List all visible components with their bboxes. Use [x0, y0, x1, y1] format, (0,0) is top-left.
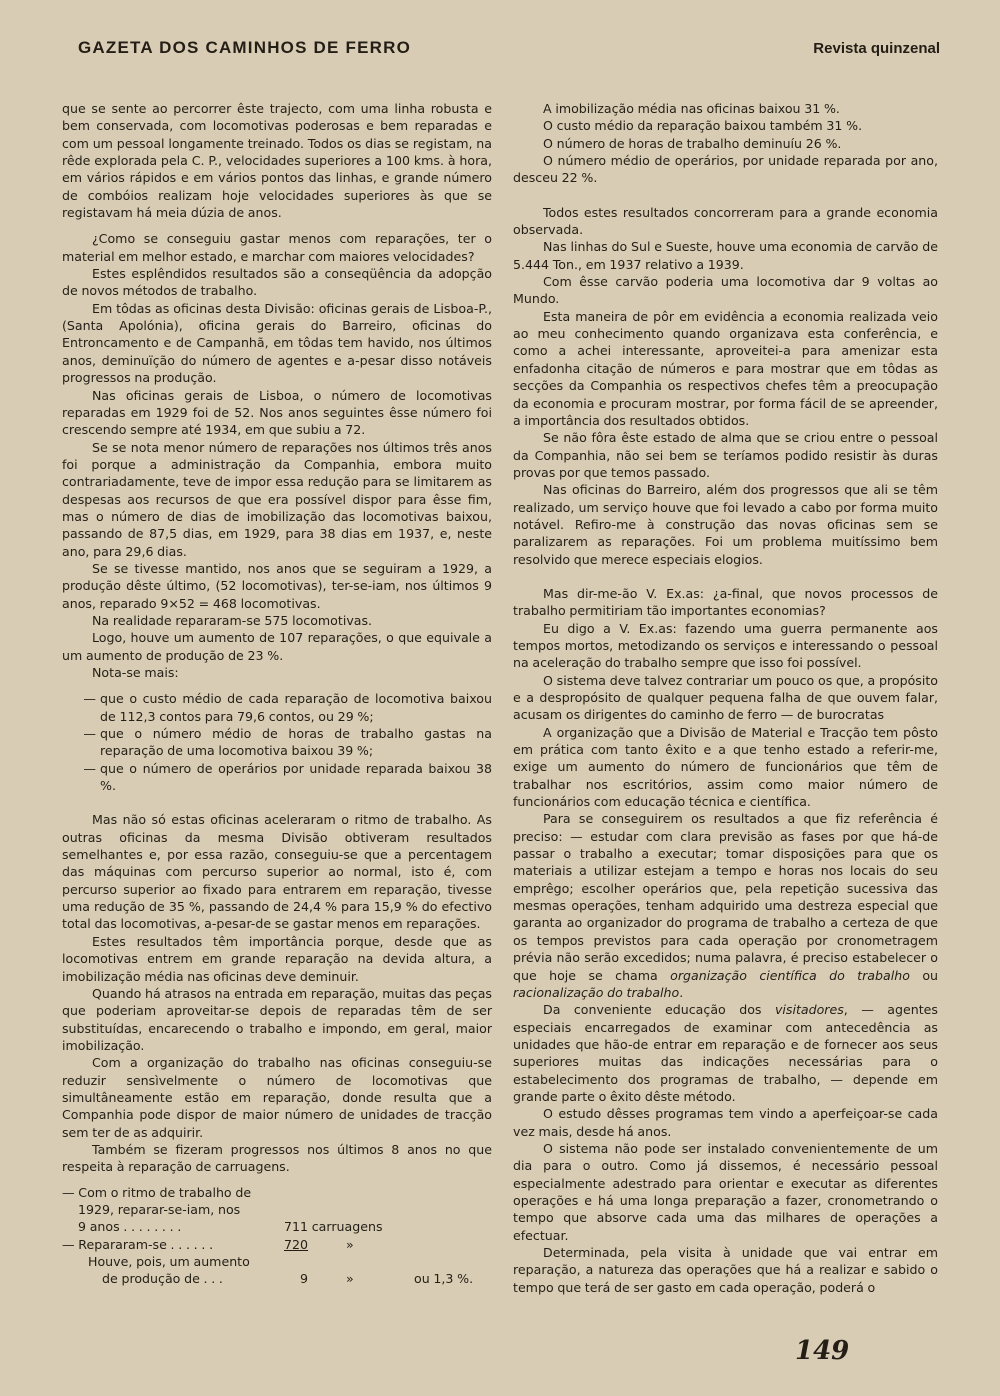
table-cell: — Repararam-se . . . . . .: [62, 1236, 214, 1252]
paragraph: Se não fôra êste estado de alma que se criou entre o pessoal da Companhia, não sei bem se teríamos podido resistir às duras provas por que temos passado.: [513, 430, 938, 480]
paragraph: Com êsse carvão poderia uma locomotiva dar 9 voltas ao Mundo.: [513, 274, 938, 307]
paragraph: Em tôdas as oficinas desta Divisão: oficinas gerais de Lisboa-P., (Santa Apolónia), oficina gerais do Barreiro, oficinas do Entroncamento e de Campanhã, em tôdas tem havido, nos últimos anos, deminuïção do número de agentes e a-pesar disso notáveis progressos na produção.: [62, 300, 492, 386]
list-item: — que o custo médio de cada reparação de locomotiva baixou de 112,3 contos para 79,6 contos, ou 29 %;: [83, 691, 492, 724]
emphasis: visitadores: [774, 1002, 844, 1018]
paragraph: Determinada, pela visita à unidade que vai entrar em reparação, a natureza das operações que há a realizar e sabido o tempo que terá de ser gasto em cada operação, poderá o: [513, 1245, 938, 1295]
paragraph: O sistema não pode ser instalado convenientemente de um dia para o outro. Como já dissemos, é necessário pessoal especialmente adestrado para orientar e executar as diferentes operações e há uma longa preparação a fazer, cronometrando o tempo que absorve cada uma das milhares de operações a efectuar.: [513, 1140, 938, 1243]
paragraph: Estes esplêndidos resultados são a conseqüência da adopção de novos métodos de trabalho.: [62, 266, 492, 299]
running-header: [78, 38, 940, 58]
emphasis: racionalização do trabalho: [513, 984, 680, 1000]
paragraph: O custo médio da reparação baixou também 31 %.: [543, 118, 863, 134]
paragraph: A imobilização média nas oficinas baixou 31 %.: [543, 101, 840, 116]
paragraph: Estes resultados têm importância porque, desde que as locomotivas entrem em grande reparação na devida altura, a imobilização média nas oficinas deve deminuir.: [62, 933, 492, 984]
paragraph: Para se conseguirem os resultados a que fiz referência é preciso: — estudar com clara previsão as fases por que há-de passar o trabalho a executar; tomar disposições para que os materiais a utilizar estejam a tempo e horas nos locais do seu emprêgo; escolher operários que, pela repetição sucessiva das mesmas operações, tenham adquirido uma destreza especial que garanta ao organizador do programa de trabalho a certeza de que os tempos previstos para cada operação por cronometragem prévia não serão excedidos; numa palavra, é preciso estabelecer o que hoje se chama organização científica do trabalho ou racionalização do trabalho.: [513, 811, 938, 1000]
paragraph: Nas linhas do Sul e Sueste, houve uma economia de carvão de 5.444 Ton., em 1937 relativo a 1939.: [513, 239, 938, 272]
paragraph: Eu digo a V. Ex.as: fazendo uma guerra permanente aos tempos mortos, metodizando os serviços e interessando o pessoal na aceleração do trabalho sempre que isso foi possível.: [513, 620, 938, 671]
left-column: [62, 100, 492, 1288]
paragraph: ¿Como se conseguiu gastar menos com reparações, ter o material em melhor estado, e marchar com maiores velocidades?: [62, 231, 492, 264]
paragraph: Todos estes resultados concorreram para a grande economia observada.: [513, 204, 938, 238]
paragraph: Da conveniente educação dos visitadores, — agentes especiais encarregados de examinar com antecedência as unidades que hão-de entrar em reparação e de fornecer aos seus superiores muitas das indicações necessárias para o estabelecimento dos programas de trabalho, — depende em grande parte o êxito dêste método.: [513, 1002, 938, 1104]
list-item: — que o número médio de horas de trabalho gastas na reparação de uma locomotiva baixou 39 %;: [83, 726, 492, 759]
paragraph: Mas dir-me-ão V. Ex.as: ¿a-final, que novos processos de trabalho permitiriam tão importantes economias?: [513, 585, 938, 619]
table-cell: ou 1,3 %.: [414, 1271, 474, 1287]
paragraph: Logo, houve um aumento de 107 reparações, o que equivale a um aumento de produção de 23 %.: [62, 630, 492, 663]
table-cell: 1929, reparar-se-iam, nos: [78, 1201, 241, 1217]
paragraph: Nota-se mais:: [92, 665, 179, 680]
table-cell: de produção de . . .: [102, 1271, 223, 1287]
paragraph: Nas oficinas do Barreiro, além dos progressos que ali se têm realizado, um serviço houve que foi levado a cabo por forma muito notável. Refiro-me à construção das novas oficinas sem se paralizarem as reparações. Foi um problema muitíssimo bem resolvido que merece especiais elogios.: [513, 482, 938, 567]
paragraph: Com a organização do trabalho nas oficinas conseguiu-se reduzir sensìvelmente o número de locomotivas que simultâneamente estão em reparação, donde resulta que a Companhia pode dispor de maior número de unidades de tracção sem ter de as adquirir.: [62, 1055, 492, 1140]
carriage-table: [62, 1184, 492, 1288]
table-cell: 711 carruagens: [284, 1219, 383, 1235]
paragraph: Quando há atrasos na entrada em reparação, muitas das peças que poderiam aproveitar-se depois de reparadas têm de ser substituídas, encarecendo o trabalho e impondo, em geral, maior imobilização.: [62, 985, 492, 1053]
table-cell: 9: [300, 1271, 309, 1287]
table-cell: Houve, pois, um aumento: [88, 1254, 250, 1269]
table-cell: »: [346, 1271, 354, 1287]
paragraph: Esta maneira de pôr em evidência a economia realizada veio ao meu conhecimento quando organizava esta conferência, e como a achei interessante, aproveitei-a para amenizar esta enfadonha citação de números e para mostrar que em tôdas as secções da Companhia os respectivos chefes têm a preocupação da economia e procuram mostrar, por forma fácil de se apreender, a importância dos resultados obtidos.: [513, 308, 938, 428]
paragraph: Também se fizeram progressos nos últimos 8 anos no que respeita à reparação de carruagens.: [62, 1141, 492, 1175]
paragraph: Se se tivesse mantido, nos anos que se seguiram a 1929, a produção dêste último, (52 locomotivas), ter-se-iam, nos últimos 9 anos, reparado 9×52 = 468 locomotivas.: [62, 560, 492, 611]
table-cell: 9 anos . . . . . . . .: [78, 1219, 182, 1235]
table-cell: »: [346, 1236, 354, 1252]
page-number: 149: [795, 1336, 850, 1366]
paragraph: Na realidade repararam-se 575 locomotivas.: [92, 612, 373, 628]
list-item: — que o número de operários por unidade reparada baixou 38 %.: [83, 760, 492, 794]
paragraph: O número de horas de trabalho deminuíu 26 %.: [543, 135, 842, 151]
paragraph: O sistema deve talvez contrariar um pouco os que, a propósito e a despropósito de qualquer pequena falha de que ouvem falar, acusam os dirigentes do caminho de ferro — de burocratas: [513, 672, 938, 723]
paragraph: Se se nota menor número de reparações nos últimos três anos foi porque a administração da Companhia, embora muito contrariadamente, teve de impor essa redução para se limitarem as despesas aos recursos de que era possível dispor para êsse fim, mas o número de dias de imobilização das locomotivas baixou, passando de 87,5 dias, em 1929, para 38 dias em 1937, e, neste ano, para 29,6 dias.: [62, 439, 492, 559]
table-cell: — Com o ritmo de trabalho de: [62, 1184, 252, 1200]
table-cell: 720: [284, 1236, 309, 1252]
paragraph: O estudo dêsses programas tem vindo a aperfeiçoar-se cada vez mais, desde há anos.: [513, 1106, 938, 1139]
paragraph: que se sente ao percorrer êste trajecto, com uma linha robusta e bem conservada, com locomotivas poderosas e bem reparadas e com um pessoal longamente treinado. Todos os dias se registam, na rêde explorada pela C. P., velocidades superiores a 100 kms. à hora, em vários rápidos e em vários pontos das linhas, e grande número de combóios realizam hoje velocidades superiores às que se registavam há meia dúzia de anos.: [62, 101, 492, 221]
publication-subtitle: Revista quinzenal: [813, 40, 940, 57]
emphasis: organização científica do trabalho: [670, 967, 910, 983]
paragraph: A organização que a Divisão de Material e Tracção tem pôsto em prática com tanto êxito e a que tenho estado a referir-me, exige um aumento do número de funcionários que têm de trabalhar nos escritórios, assim como maior número de funcionários com educação técnica e científica.: [513, 724, 938, 810]
right-column: [513, 100, 938, 1296]
publication-title: GAZETA DOS CAMINHOS DE FERRO: [78, 38, 411, 57]
paragraph: Mas não só estas oficinas aceleraram o ritmo de trabalho. As outras oficinas da mesma Divisão obtiveram resultados semelhantes e, por essa razão, conseguiu-se que a percentagem das máquinas com percurso superior ao normal, isto é, com percurso superior ao fixado para entrarem em reparação, tivesse uma redução de 35 %, passando de 24,4 % para 15,9 % do efectivo total das locomotivas, a-pesar-de se gastar menos em reparações.: [62, 812, 492, 932]
paragraph: O número médio de operários, por unidade reparada por ano, desceu 22 %.: [513, 153, 938, 186]
paragraph: Nas oficinas gerais de Lisboa, o número de locomotivas reparadas em 1929 foi de 52. Nos anos seguintes êsse número foi crescendo sempre até 1934, em que subiu a 72.: [62, 387, 492, 438]
